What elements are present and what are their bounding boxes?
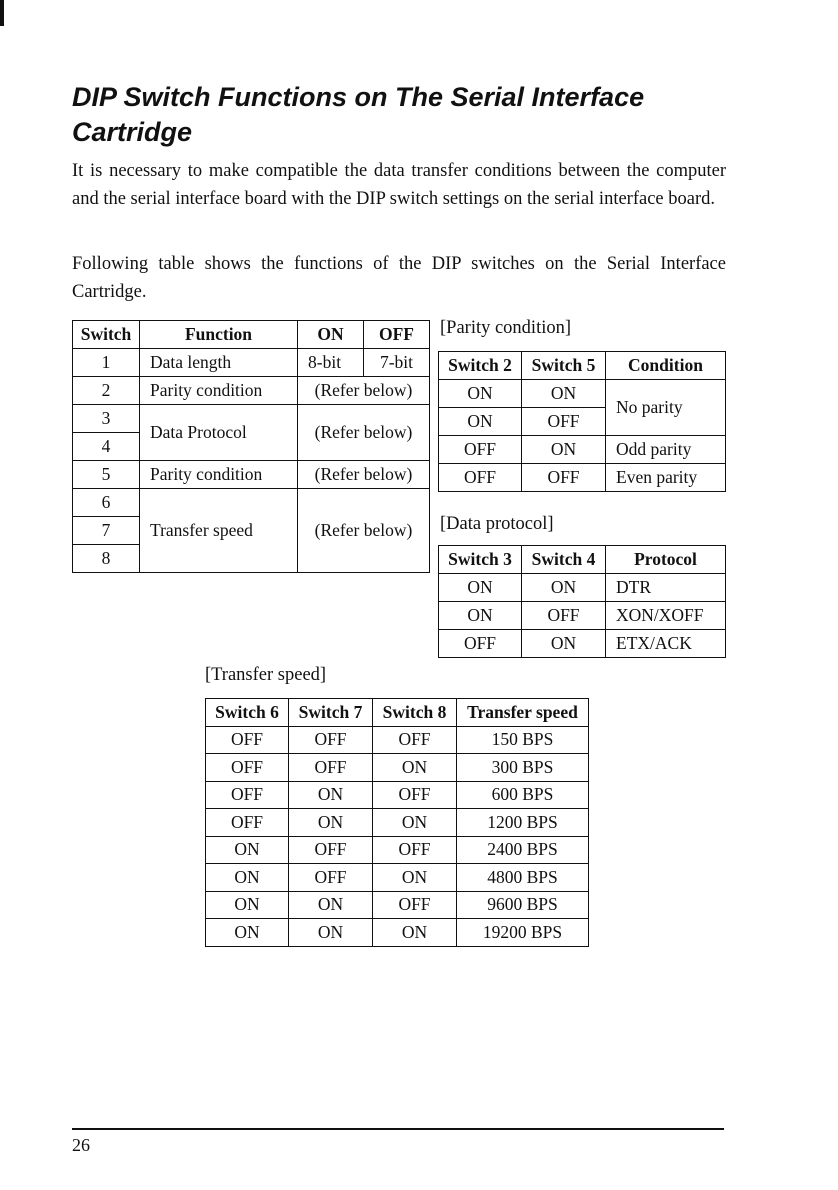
table-row: [206, 864, 589, 892]
switch-value: ON: [206, 836, 289, 864]
switch-number: 7: [73, 517, 140, 545]
switch-value: OFF: [289, 864, 373, 892]
table-intro-paragraph: Following table shows the functions of the DIP switches on the Serial Interface Cartridge.: [72, 254, 726, 302]
switch-value: ON: [439, 602, 522, 630]
switch-value: OFF: [206, 809, 289, 837]
off-value: 7-bit: [364, 349, 430, 377]
switch-number: 2: [73, 377, 140, 405]
switch-value: ON: [289, 809, 373, 837]
switch-value: OFF: [289, 754, 373, 782]
table-row: [439, 574, 726, 602]
switch-number: 8: [73, 545, 140, 573]
switch-value: ON: [522, 574, 606, 602]
switch-number: 5: [73, 461, 140, 489]
function-cell: Parity condition: [140, 461, 298, 489]
column-header: Condition: [606, 352, 726, 380]
switch-value: OFF: [289, 726, 373, 754]
switch-value: ON: [522, 630, 606, 658]
function-cell: Parity condition: [140, 377, 298, 405]
column-header: Switch 6: [206, 699, 289, 727]
table-row: [73, 377, 430, 405]
switch-value: ON: [439, 408, 522, 436]
table-row: [439, 630, 726, 658]
table-row: [206, 836, 589, 864]
condition-cell: No parity: [606, 380, 726, 436]
switch-value: OFF: [206, 781, 289, 809]
switch-value: ON: [373, 864, 457, 892]
setting-cell: (Refer below): [298, 461, 430, 489]
protocol-cell: ETX/ACK: [606, 630, 726, 658]
switch-value: ON: [373, 919, 457, 947]
margin-mark: [0, 0, 4, 26]
transfer-speed-value: 150 BPS: [457, 726, 589, 754]
parity-condition-table: [438, 351, 726, 492]
switch-value: ON: [439, 380, 522, 408]
speed-caption: [Transfer speed]: [205, 665, 327, 685]
switch-value: OFF: [289, 836, 373, 864]
switch-value: ON: [206, 891, 289, 919]
table-row: [439, 602, 726, 630]
column-header: ON: [298, 321, 364, 349]
switch-number: 1: [73, 349, 140, 377]
condition-cell: Even parity: [606, 464, 726, 492]
table-row: [206, 809, 589, 837]
protocol-cell: DTR: [606, 574, 726, 602]
transfer-speed-value: 2400 BPS: [457, 836, 589, 864]
column-header: Switch 7: [289, 699, 373, 727]
setting-cell: (Refer below): [298, 405, 430, 461]
column-header: Switch: [73, 321, 140, 349]
parity-caption: [Parity condition]: [440, 318, 572, 338]
column-header: Transfer speed: [457, 699, 589, 727]
protocol-caption: [Data protocol]: [440, 514, 554, 534]
switch-value: ON: [289, 781, 373, 809]
transfer-speed-value: 19200 BPS: [457, 919, 589, 947]
switch-value: ON: [373, 754, 457, 782]
table-row: [439, 380, 726, 408]
switch-value: ON: [373, 809, 457, 837]
switch-value: OFF: [522, 408, 606, 436]
switch-value: OFF: [206, 726, 289, 754]
transfer-speed-value: 600 BPS: [457, 781, 589, 809]
transfer-speed-value: 4800 BPS: [457, 864, 589, 892]
column-header: Switch 4: [522, 546, 606, 574]
transfer-speed-value: 1200 BPS: [457, 809, 589, 837]
column-header: OFF: [364, 321, 430, 349]
transfer-speed-value: 300 BPS: [457, 754, 589, 782]
switch-number: 6: [73, 489, 140, 517]
switch-value: OFF: [373, 726, 457, 754]
transfer-speed-value: 9600 BPS: [457, 891, 589, 919]
intro-paragraph: It is necessary to make compatible the data transfer conditions between the computer and the serial interface board with the DIP switch settings on the serial interface board.: [72, 161, 726, 209]
table-row: [206, 726, 589, 754]
switch-value: OFF: [522, 464, 606, 492]
switch-value: ON: [206, 919, 289, 947]
switch-value: OFF: [373, 836, 457, 864]
switch-value: OFF: [439, 464, 522, 492]
table-header-row: [73, 321, 430, 349]
table-row: [206, 891, 589, 919]
table-row: [73, 461, 430, 489]
table-row: [73, 349, 430, 377]
table-row: [206, 919, 589, 947]
table-row: [73, 489, 430, 517]
function-cell: Transfer speed: [140, 489, 298, 573]
switch-value: OFF: [373, 781, 457, 809]
switch-value: OFF: [522, 602, 606, 630]
column-header: Switch 8: [373, 699, 457, 727]
column-header: Protocol: [606, 546, 726, 574]
switch-value: OFF: [206, 754, 289, 782]
table-header-row: [206, 699, 589, 727]
on-value: 8-bit: [298, 349, 364, 377]
switch-value: ON: [439, 574, 522, 602]
switch-value: OFF: [373, 891, 457, 919]
transfer-speed-table: [205, 698, 589, 947]
column-header: Switch 5: [522, 352, 606, 380]
footer-rule: [72, 1128, 724, 1130]
table-row: [73, 405, 430, 433]
table-header-row: [439, 352, 726, 380]
switch-value: ON: [206, 864, 289, 892]
switch-value: ON: [289, 919, 373, 947]
column-header: Switch 3: [439, 546, 522, 574]
page-title: DIP Switch Functions on The Serial Interface Cartridge: [72, 82, 645, 147]
page-number: 26: [72, 1135, 90, 1155]
table-header-row: [439, 546, 726, 574]
column-header: Switch 2: [439, 352, 522, 380]
setting-cell: (Refer below): [298, 377, 430, 405]
switch-number: 4: [73, 433, 140, 461]
switch-value: ON: [522, 436, 606, 464]
table-row: [206, 754, 589, 782]
switch-value: OFF: [439, 630, 522, 658]
table-row: [206, 781, 589, 809]
switch-value: ON: [289, 891, 373, 919]
switch-value: OFF: [439, 436, 522, 464]
table-row: [439, 436, 726, 464]
data-protocol-table: [438, 545, 726, 658]
condition-cell: Odd parity: [606, 436, 726, 464]
switch-value: ON: [522, 380, 606, 408]
setting-cell: (Refer below): [298, 489, 430, 573]
table-row: [439, 464, 726, 492]
column-header: Function: [140, 321, 298, 349]
dip-switch-function-table: [72, 320, 430, 573]
switch-number: 3: [73, 405, 140, 433]
function-cell: Data length: [140, 349, 298, 377]
function-cell: Data Protocol: [140, 405, 298, 461]
protocol-cell: XON/XOFF: [606, 602, 726, 630]
